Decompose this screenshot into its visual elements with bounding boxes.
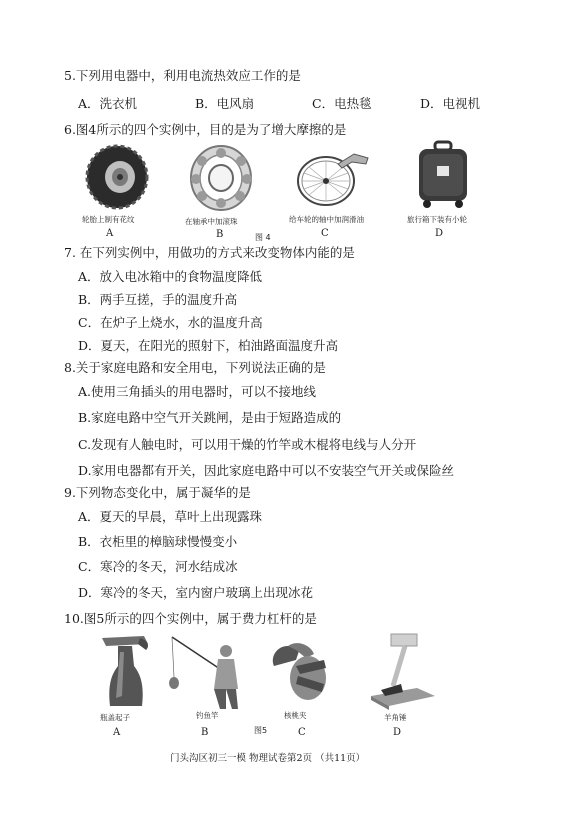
q8-option-a: A.使用三角插头的用电器时，可以不接地线 — [78, 384, 317, 399]
q10-letter-d: D — [393, 727, 402, 738]
q10-letter-c: C — [298, 727, 306, 738]
q5-option-d: D．电视机 — [420, 96, 481, 111]
q7-option-c: C．在炉子上烧水，水的温度升高 — [78, 315, 263, 330]
q8-option-c: C.发现有人触电时，可以用干燥的竹竿或木棍将电线与人分开 — [78, 437, 417, 452]
q5-stem: 5.下列用电器中，利用电流热效应工作的是 — [64, 68, 301, 83]
q7-stem: 7. 在下列实例中，用做功的方式来改变物体内能的是 — [64, 245, 355, 260]
q6-letter-c: C — [321, 228, 329, 239]
q10-stem: 10.图5所示的四个实例中，属于费力杠杆的是 — [64, 611, 317, 626]
q6-stem: 6.图4所示的四个实例中，目的是为了增大摩擦的是 — [64, 122, 347, 137]
q10-letter-a: A — [113, 727, 121, 738]
bottle-opener-image — [100, 632, 154, 712]
q5-option-a: A．洗衣机 — [78, 96, 138, 111]
q10-caption-b: 钓鱼竿 — [196, 711, 219, 720]
q7-option-d: D．夏天，在阳光的照射下，柏油路面温度升高 — [78, 338, 339, 353]
q10-caption-a: 瓶盖起子 — [100, 713, 130, 722]
nutcracker-image — [266, 636, 332, 706]
q9-option-d: D．寒冷的冬天，室内窗户玻璃上出现冰花 — [78, 585, 314, 600]
q6-caption-a: 轮胎上制有花纹 — [82, 215, 135, 224]
q8-stem: 8.关于家庭电路和安全用电，下列说法正确的是 — [64, 360, 326, 375]
q6-letter-b: B — [216, 229, 224, 240]
q10-caption-c: 核桃夹 — [284, 711, 307, 720]
q8-option-d: D.家用电器都有开关，因此家庭电路中可以不安装空气开关或保险丝 — [78, 463, 455, 478]
q9-option-a: A．夏天的早晨，草叶上出现露珠 — [78, 509, 263, 524]
q9-option-c: C．寒冷的冬天，河水结成冰 — [78, 559, 238, 574]
q6-caption-b: 在轴承中加滚珠 — [185, 217, 238, 226]
q6-caption-c: 给车轮的轴中加润滑油 — [289, 215, 364, 224]
q5-option-c: C．电热毯 — [312, 96, 372, 111]
figure-4-label: 图 4 — [255, 233, 271, 242]
q6-letter-d: D — [435, 228, 444, 239]
q7-option-b: B．两手互搓，手的温度升高 — [78, 292, 238, 307]
q7-option-a: A．放入电冰箱中的食物温度降低 — [78, 269, 263, 284]
q6-caption-d: 旅行箱下装有小轮 — [407, 215, 467, 224]
bicycle-wheel-oil-image — [294, 148, 374, 208]
q9-stem: 9.下列物态变化中，属于凝华的是 — [64, 485, 251, 500]
ball-bearing-image — [183, 143, 255, 213]
q6-letter-a: A — [106, 228, 114, 239]
q8-option-b: B.家庭电路中空气开关跳闸，是由于短路造成的 — [78, 410, 342, 425]
claw-hammer-image — [367, 630, 437, 710]
page-footer: 门头沟区初三一模 物理试卷第2页 （共11页） — [170, 753, 366, 764]
luggage-image — [413, 140, 473, 210]
q10-caption-d: 羊角锤 — [384, 713, 407, 722]
q9-option-b: B．衣柜里的樟脑球慢慢变小 — [78, 534, 238, 549]
q5-option-b: B．电风扇 — [195, 96, 255, 111]
tire-image — [82, 143, 152, 211]
figure-5-label: 图5 — [254, 726, 268, 735]
q10-letter-b: B — [201, 727, 209, 738]
fishing-rod-image — [168, 633, 248, 711]
